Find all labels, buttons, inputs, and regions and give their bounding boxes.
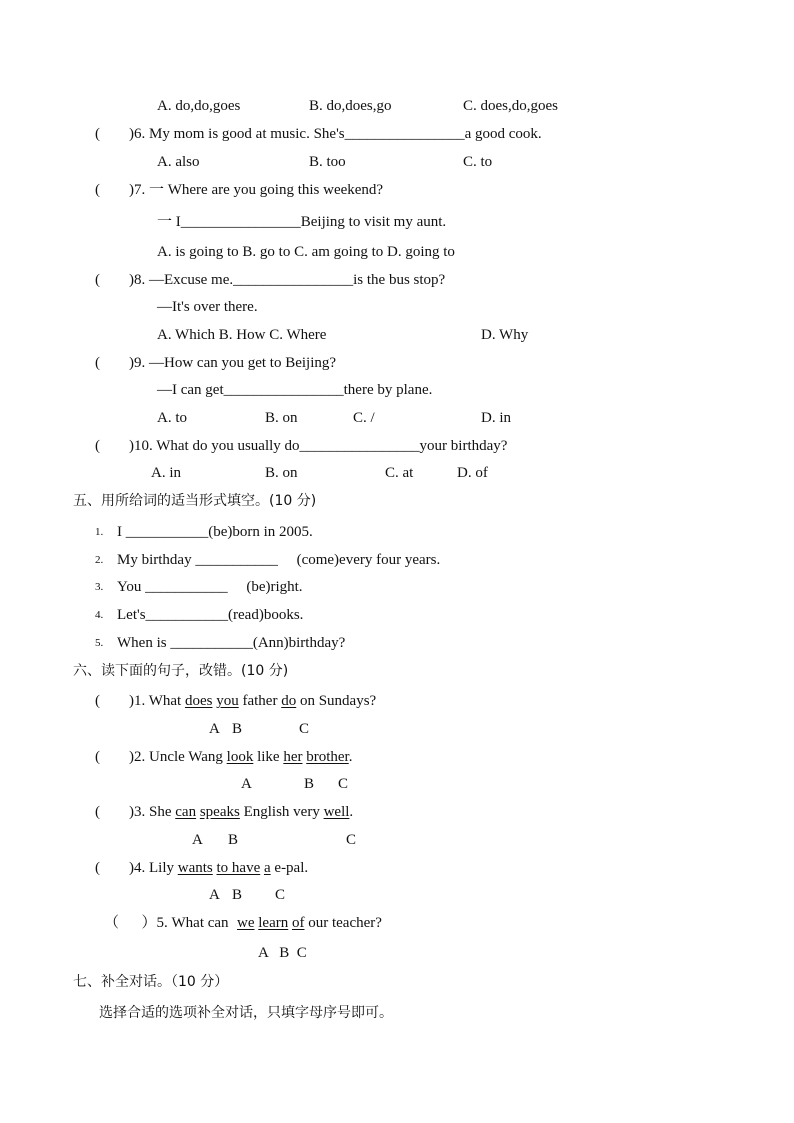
section7-instruction: 选择合适的选项补全对话，只填字母序号即可。 bbox=[99, 1005, 393, 1021]
q9-option-d: D. in bbox=[481, 410, 511, 426]
q8-answer-paren: ( bbox=[95, 272, 100, 288]
q6-option-b: B. too bbox=[309, 154, 346, 170]
error-label-a: A bbox=[209, 721, 220, 737]
q10-option-b: B. on bbox=[265, 465, 298, 481]
error-label-a: A bbox=[241, 776, 252, 792]
error-label-c: C bbox=[338, 776, 349, 792]
q7-response: 一 I________________Beijing to visit my aunt. bbox=[157, 214, 447, 230]
q9-option-b: B. on bbox=[265, 410, 298, 426]
s6-q3-answer-paren: ( bbox=[95, 804, 100, 820]
q6-question: )6. My mom is good at music. She's________________a good cook. bbox=[129, 126, 542, 142]
s5-item-number: 1. bbox=[95, 526, 104, 538]
q9-option-c: C. / bbox=[353, 410, 375, 426]
q10-option-d: D. of bbox=[457, 465, 488, 481]
s5-item-number: 3. bbox=[95, 581, 104, 593]
s6-q5-error-labels: A B C bbox=[258, 945, 307, 961]
s6-q2-answer-paren: ( bbox=[95, 749, 100, 765]
q8-option-d: D. Why bbox=[481, 327, 529, 343]
q10-answer-paren: ( bbox=[95, 438, 100, 454]
q8-options-abc: A. Which B. How C. Where bbox=[157, 327, 327, 343]
s6-q3-sentence: )3. She can speaks English very well. bbox=[129, 804, 354, 820]
s6-q1-answer-paren: ( bbox=[95, 693, 100, 709]
error-label-b: B bbox=[228, 832, 239, 848]
q10-option-c: C. at bbox=[385, 465, 414, 481]
s5-item-number: 5. bbox=[95, 637, 104, 649]
q6-option-c: C. to bbox=[463, 154, 493, 170]
s6-q5-sentence: （ ）5. What can bbox=[104, 915, 233, 931]
s5-item-text: Let's___________(read)books. bbox=[117, 607, 304, 623]
s5-item-text: My birthday ___________ (come)every four years. bbox=[117, 552, 441, 568]
error-label-c: C bbox=[346, 832, 357, 848]
q5-option-b: B. do,does,go bbox=[309, 98, 392, 114]
error-label-b: B bbox=[304, 776, 315, 792]
q9-question: )9. —How can you get to Beijing? bbox=[129, 355, 337, 371]
q9-answer-paren: ( bbox=[95, 355, 100, 371]
q7-answer-paren: ( bbox=[95, 182, 100, 198]
error-label-c: C bbox=[275, 887, 286, 903]
q6-answer-paren: ( bbox=[95, 126, 100, 142]
s5-item-number: 4. bbox=[95, 609, 104, 621]
s5-item-text: You ___________ (be)right. bbox=[117, 579, 303, 595]
q10-question: )10. What do you usually do________________your birthday? bbox=[129, 438, 508, 454]
q7-question: )7. 一 Where are you going this weekend? bbox=[129, 182, 384, 198]
q7-options: A. is going to B. go to C. am going to D. going to bbox=[157, 244, 455, 260]
error-label-a: A bbox=[192, 832, 203, 848]
error-label-b: B bbox=[232, 887, 243, 903]
q9-option-a: A. to bbox=[157, 410, 187, 426]
s5-item-text: I ___________(be)born in 2005. bbox=[117, 524, 313, 540]
s6-q4-sentence: )4. Lily wants to have a e-pal. bbox=[129, 860, 309, 876]
q10-option-a: A. in bbox=[151, 465, 181, 481]
q9-response: —I can get________________there by plane. bbox=[157, 382, 433, 398]
s5-item-number: 2. bbox=[95, 554, 104, 566]
section7-heading: 七、补全对话。（10 分） bbox=[73, 974, 229, 990]
error-label-b: B bbox=[232, 721, 243, 737]
s6-q2-sentence: )2. Uncle Wang look like her brother. bbox=[129, 749, 353, 765]
q6-option-a: A. also bbox=[157, 154, 200, 170]
q8-response: —It's over there. bbox=[157, 299, 258, 315]
section6-heading: 六、读下面的句子，改错。(10 分) bbox=[73, 663, 289, 679]
s6-q4-answer-paren: ( bbox=[95, 860, 100, 876]
error-label-c: C bbox=[299, 721, 310, 737]
s5-item-text: When is ___________(Ann)birthday? bbox=[117, 635, 346, 651]
s6-q5-underlined: we learn of our teacher? bbox=[237, 915, 382, 931]
q5-option-a: A. do,do,goes bbox=[157, 98, 241, 114]
s6-q1-sentence: )1. What does you father do on Sundays? bbox=[129, 693, 377, 709]
q8-question: )8. —Excuse me.________________is the bus stop? bbox=[129, 272, 446, 288]
q5-option-c: C. does,do,goes bbox=[463, 98, 558, 114]
section5-heading: 五、用所给词的适当形式填空。(10 分) bbox=[73, 493, 317, 509]
error-label-a: A bbox=[209, 887, 220, 903]
